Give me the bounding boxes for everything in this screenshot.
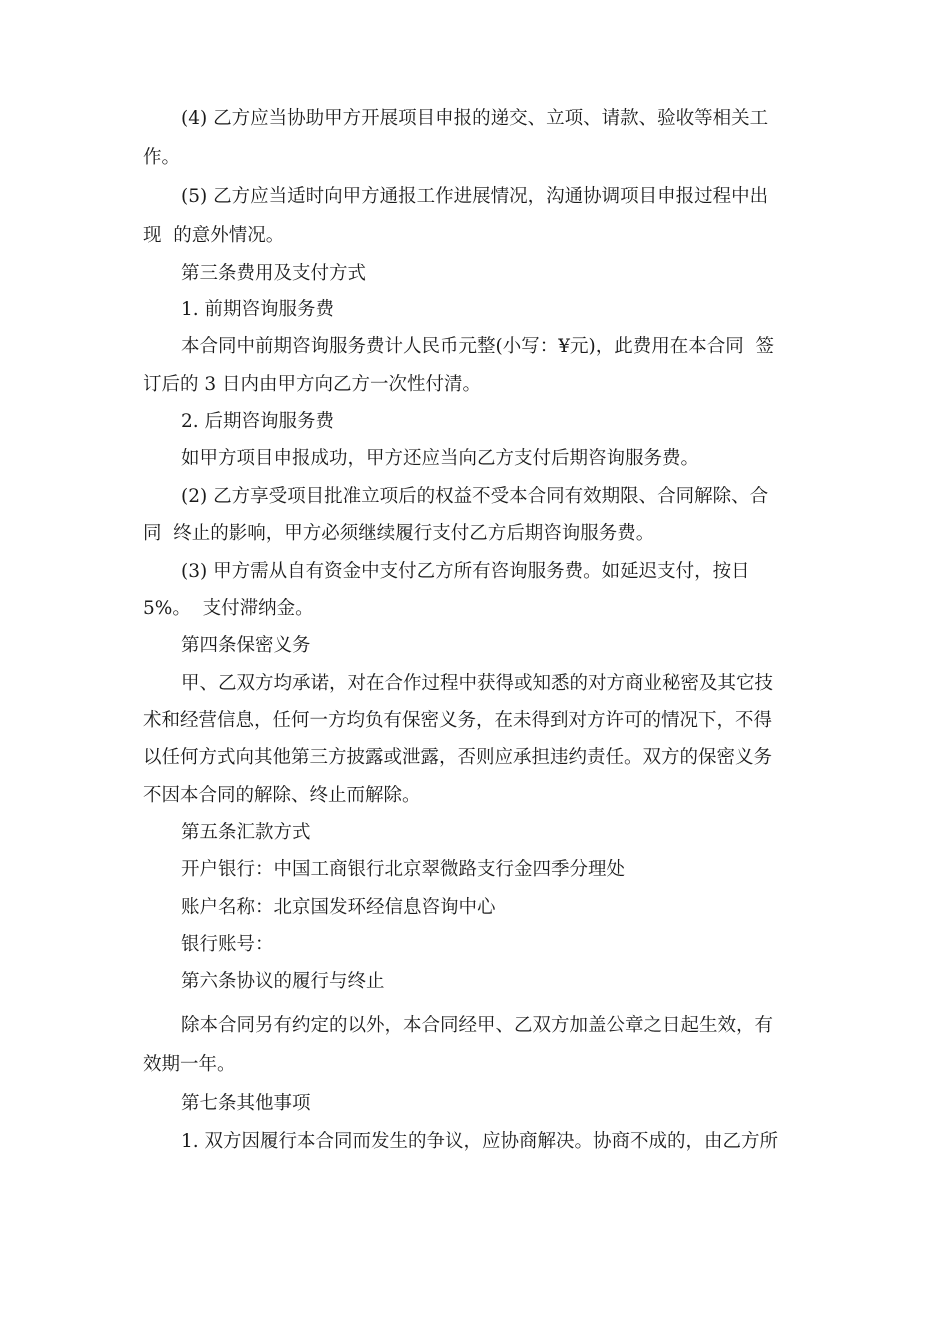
clause-5-line-2: 现 的意外情况。 [143, 225, 285, 246]
article-6-heading: 第六条协议的履行与终止 [181, 971, 385, 992]
pre-fee-line-1: 本合同中前期咨询服务费计人民币元整(小写：¥元)，此费用在本合同 签 [181, 336, 774, 357]
bank-name-line: 开户银行：中国工商银行北京翠微路支行金四季分理处 [181, 859, 626, 880]
clause-5-line-1: (5) 乙方应当适时向甲方通报工作进展情况，沟通协调项目申报过程中出 [181, 186, 769, 207]
clause-3-line-1: (3) 甲方需从自有资金中支付乙方所有咨询服务费。如延迟支付，按日 [181, 561, 750, 582]
article-4-heading: 第四条保密义务 [181, 635, 311, 656]
clause-4-line-1: (4) 乙方应当协助甲方开展项目申报的递交、立项、请款、验收等相关工 [181, 108, 769, 129]
article-3-heading: 第三条费用及支付方式 [181, 263, 367, 284]
validity-line-2: 效期一年。 [143, 1054, 236, 1075]
post-fee-line: 如甲方项目申报成功，甲方还应当向乙方支付后期咨询服务费。 [181, 448, 700, 469]
clause-3-line-2: 5%。 支付滞纳金。 [143, 598, 314, 619]
article-7-heading: 第七条其他事项 [181, 1093, 311, 1114]
pre-consulting-fee-heading: 1. 前期咨询服务费 [181, 299, 335, 320]
confidentiality-line-3: 以任何方式向其他第三方披露或泄露，否则应承担违约责任。双方的保密义务 [143, 747, 773, 768]
account-number-line: 银行账号： [181, 934, 274, 955]
clause-4-line-2: 作。 [143, 147, 181, 168]
validity-line-1: 除本合同另有约定的以外，本合同经甲、乙双方加盖公章之日起生效，有 [181, 1015, 774, 1036]
dispute-line-1: 1. 双方因履行本合同而发生的争议，应协商解决。协商不成的，由乙方所 [181, 1131, 779, 1152]
post-consulting-fee-heading: 2. 后期咨询服务费 [181, 411, 335, 432]
confidentiality-line-4: 不因本合同的解除、终止而解除。 [143, 785, 421, 806]
article-5-heading: 第五条汇款方式 [181, 822, 311, 843]
confidentiality-line-1: 甲、乙双方均承诺，对在合作过程中获得或知悉的对方商业秘密及其它技 [181, 673, 774, 694]
confidentiality-line-2: 术和经营信息，任何一方均负有保密义务，在未得到对方许可的情况下，不得 [143, 710, 773, 731]
pre-fee-line-2: 订后的 3 日内由甲方向乙方一次性付清。 [143, 374, 482, 395]
clause-2-line-2: 同 终止的影响，甲方必须继续履行支付乙方后期咨询服务费。 [143, 523, 655, 544]
clause-2-line-1: (2) 乙方享受项目批准立项后的权益不受本合同有效期限、合同解除、合 [181, 486, 769, 507]
account-name-line: 账户名称：北京国发环经信息咨询中心 [181, 897, 496, 918]
